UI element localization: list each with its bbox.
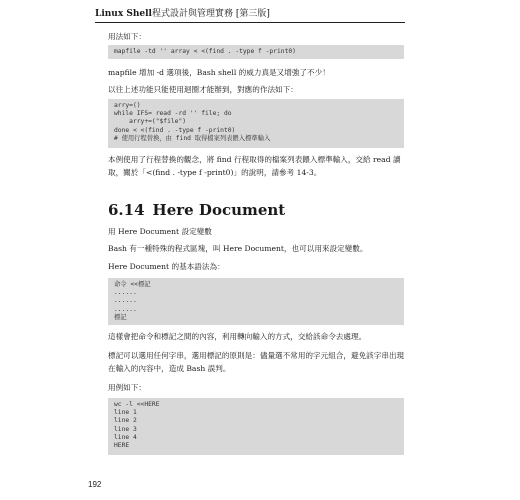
paragraph-usage-intro: 用法如下： <box>108 32 146 41</box>
paragraph-heredoc-meaning: 這樣會把命令和標記之間的內容，利用轉向輸入的方式，交給該命令去處理。 <box>108 332 367 341</box>
book-subtitle: 程式設計與管理實務 [第三版] <box>151 9 270 19</box>
paragraph-heredoc-variable: 用 Here Document 設定變數 <box>108 227 212 236</box>
paragraph-mapfile-d-option: mapfile 增加 -d 選項後，Bash shell 的威力真是又增強了不少！ <box>108 68 330 77</box>
paragraph-loop-alternative: 以往上述功能只能使用迴圈才能辦到，對應的作法如下： <box>108 85 298 94</box>
page-number: 192 <box>88 480 102 489</box>
code-block-heredoc-syntax: 命令 <<標記 ...... ...... ...... 標記 <box>108 278 404 325</box>
paragraph-example-intro: 用例如下： <box>108 383 146 392</box>
code-block-mapfile: mapfile -td '' array < <(find . -type f -print0) <box>108 45 404 59</box>
paragraph-process-substitution: 本例使用了行程替換的觀念，將 find 行程取得的檔案列表餵入標準輸入，交給 read 讀取，關於「<(find . -type f -print0)」的說明，請參考 14-3。 <box>108 155 401 177</box>
paragraph-heredoc-intro: Bash 有一種特殊的程式區塊，叫 Here Document，也可以用來設定變數。 <box>108 244 368 253</box>
section-heading <box>108 201 285 219</box>
header-rule <box>95 22 405 23</box>
code-block-while-loop: arry=() while IFS= read -rd '' file; do arry+=("$file") done < <(find . -type f -print0) # 使用行程替換，由 find 取得檔案列表餵入標準輸入 <box>108 99 404 148</box>
section-title: Here Document <box>152 201 286 219</box>
paragraph-marker-rule: 標記可以選用任何字串，選用標記的原則是：儘量選不常用的字元組合，避免該字串出現在輸入的內容中，造成 Bash 誤判。 <box>108 351 405 373</box>
section-number: 6.14 <box>108 201 145 219</box>
paragraph-syntax-intro: Here Document 的基本語法為： <box>108 262 225 271</box>
code-block-wc-example: wc -l <<HERE line 1 line 2 line 3 line 4 HERE <box>108 398 404 455</box>
running-header <box>95 8 405 21</box>
book-brand: Linux Shell <box>95 9 152 19</box>
